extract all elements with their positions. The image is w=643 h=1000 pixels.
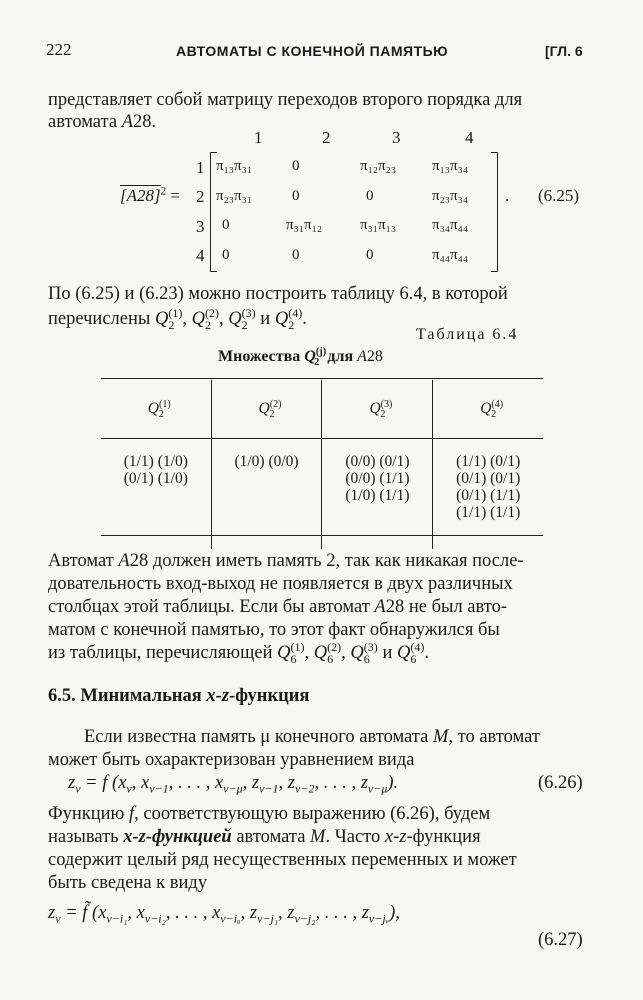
table-header-cell: $Q^{(2)}_2$ xyxy=(211,380,322,439)
para4-line-1: Функцию f, соответствующую выражению (6.26), будем xyxy=(48,804,491,824)
equation-6-27: $z_\nu$ = f̃ ($x_{\nu-i_1}$, $x_{\nu-i_2}$, . . . , $x_{\nu-iᵤ}$, $z_{\nu-j_1}$, $z_{\nu-j_2}$, . . . , $z_{\nu-jᵥ}$), xyxy=(48,903,400,926)
matrix-cell: π₁₂π₂₃ xyxy=(360,158,397,175)
para2-line-1: Автомат A28 должен иметь память 2, так как никакая после- xyxy=(48,551,524,571)
table-cell: (1/0) (0/0) xyxy=(211,439,322,550)
running-title: АВТОМАТЫ С КОНЕЧНОЙ ПАМЯТЬЮ xyxy=(176,43,449,59)
table-cell: (1/1) (1/0) (0/1) (1/0) xyxy=(123,453,188,487)
table-header-cell: $Q^{(4)}_2$ xyxy=(433,380,543,439)
equation-number: (6.25) xyxy=(538,186,580,205)
matrix-cell: π₁₃π₃₁ xyxy=(216,158,253,175)
matrix-col-header: 3 xyxy=(392,128,401,147)
para3-line-1: Если известна память μ конечного автомата M, то автомат xyxy=(84,727,540,747)
matrix-cell: 0 xyxy=(366,246,374,263)
matrix-cell: π₃₁π₁₂ xyxy=(286,217,323,234)
table-header-cell: $Q^{(3)}_2$ xyxy=(322,380,433,439)
para2-line-4: матом с конечной памятью, то этот факт обнаружился бы xyxy=(48,620,500,640)
matrix-cell: 0 xyxy=(292,158,300,175)
equation-number: (6.26) xyxy=(538,773,583,793)
matrix-cell: π₄₄π₄₄ xyxy=(432,246,469,263)
matrix-period: . xyxy=(505,186,510,205)
intro-line-2: автомата A28. xyxy=(48,112,157,132)
para4-line-2: называть x-z-функцией автомата M. Часто x-z-функция xyxy=(48,827,481,847)
matrix-cell: 0 xyxy=(366,187,374,204)
matrix-col-header: 2 xyxy=(322,128,331,147)
matrix-cell: π₁₃π₃₄ xyxy=(432,158,469,175)
table-caption: Множества $Q^{(j)}_2$ для A28 xyxy=(218,346,383,369)
page-number: 222 xyxy=(46,40,72,59)
table-cell: (0/0) (0/1) (0/0) (1/1) (1/0) (1/1) xyxy=(322,439,433,550)
table-bottom-rule xyxy=(101,535,543,536)
matrix-row-label: 2 xyxy=(196,187,205,206)
table-label: Таблица 6.4 xyxy=(416,326,519,343)
matrix-row-label: 1 xyxy=(196,158,205,177)
para4-line-3: содержит целый ряд несущественных переменных и может xyxy=(48,850,517,870)
matrix-col-header: 4 xyxy=(465,128,474,147)
matrix-cell: π₂₃π₃₄ xyxy=(432,187,469,204)
matrix-cell: 0 xyxy=(292,246,300,263)
matrix-lhs: $[A28]^2$ = xyxy=(120,185,180,205)
equation-number: (6.27) xyxy=(538,930,583,950)
section-heading: 6.5. Минимальная x-z-функция xyxy=(48,686,310,706)
table-header-cell: $Q^{(1)}_2$ xyxy=(101,380,211,439)
para2-line-5: из таблицы, перечисляющей $Q^{(1)}_6$ , $Q^{(2)}_6$ , $Q^{(3)}_6$ и $Q^{(4)}_6$ . xyxy=(48,639,429,666)
chapter-ref: [ГЛ. 6 xyxy=(545,43,583,59)
para1-line-1: По (6.25) и (6.23) можно построить таблицу 6.4, в которой xyxy=(48,284,508,304)
matrix-row-label: 3 xyxy=(196,217,205,236)
intro-line-1: представляет собой матрицу переходов второго порядка для xyxy=(48,90,523,110)
matrix-cell: π₃₄π₄₄ xyxy=(432,217,469,234)
para4-line-4: быть сведена к виду xyxy=(48,873,208,893)
para1-line-2: перечислены $Q^{(1)}_2$ , $Q^{(2)}_2$ , $Q^{(3)}_2$ и $Q^{(4)}_2$ . xyxy=(48,305,307,332)
equation-6-26: $z_\nu = f$ ($x_\nu$, $x_{\nu-1}$, . . . , $x_{\nu-\mu}$, $z_{\nu-1}$, $z_{\nu-2}$, . . . , $z_{\nu-\mu}$). xyxy=(68,773,399,796)
transition-matrix xyxy=(210,152,498,270)
table-cell: (1/1) (0/1) (0/1) (0/1) (0/1) (1/1) (1/1) (1/1) xyxy=(433,439,543,550)
para2-line-2: довательность вход-выход не появляется в двух различных xyxy=(48,574,513,594)
matrix-cell: π₂₃π₃₁ xyxy=(216,187,253,204)
para3-line-2: может быть охарактеризован уравнением вида xyxy=(48,750,415,770)
matrix-cell: π₃₁π₁₃ xyxy=(360,217,397,234)
para2-line-3: столбцах этой таблицы. Если бы автомат A28 не был авто- xyxy=(48,597,508,617)
table-6-4 xyxy=(101,380,543,549)
matrix-cell: 0 xyxy=(222,217,230,234)
table-top-rule xyxy=(101,378,543,379)
matrix-cell: 0 xyxy=(222,246,230,263)
matrix-col-header: 1 xyxy=(254,128,263,147)
matrix-row-label: 4 xyxy=(196,246,205,265)
matrix-cell: 0 xyxy=(292,187,300,204)
